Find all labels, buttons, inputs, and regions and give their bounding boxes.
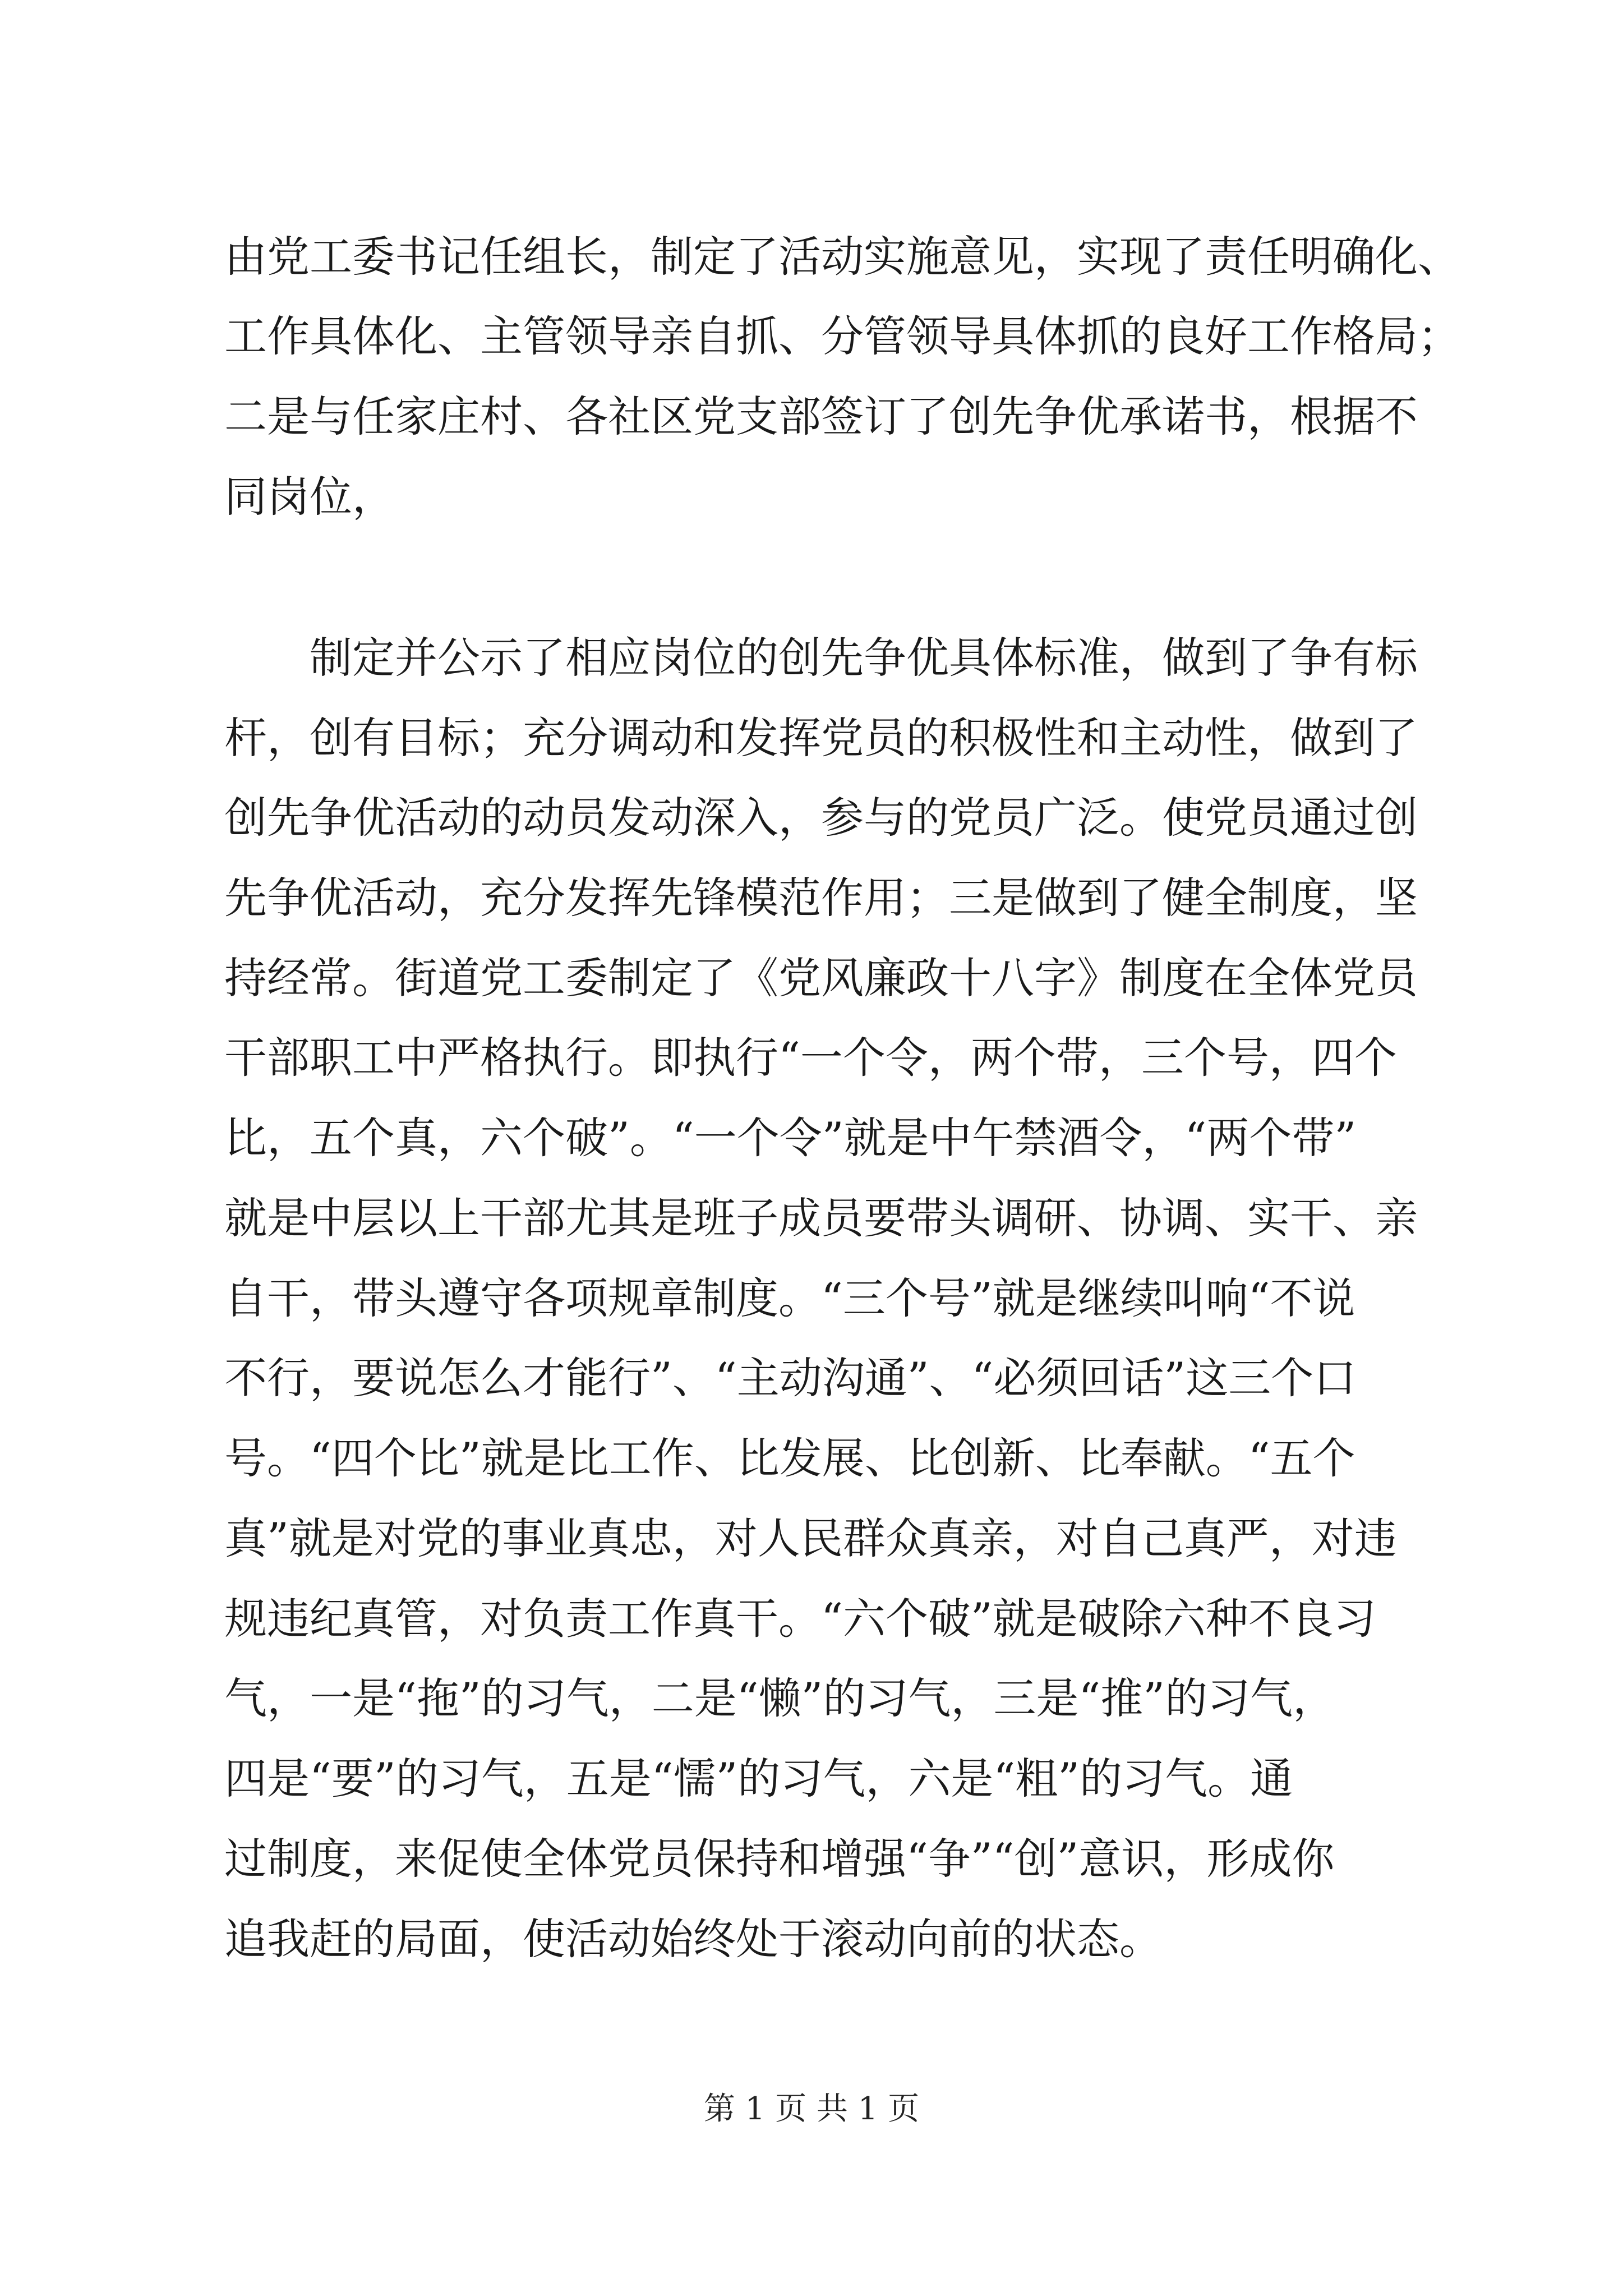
- text-line: 同岗位，: [224, 472, 395, 522]
- page-number-footer: 第 1 页 共 1 页: [703, 2091, 920, 2127]
- text-line: 工作具体化、主管领导亲自抓、分管领导具体抓的良好工作格局；: [224, 311, 1460, 361]
- text-line: 自干，带头遵守各项规章制度。“三个号”就是继续叫响“不说: [224, 1273, 1355, 1323]
- text-line: 干部职工中严格执行。即执行“一个令，两个带，三个号，四个: [224, 1033, 1397, 1083]
- text-line: 真”就是对党的事业真忠，对人民群众真亲，对自己真严，对违: [224, 1513, 1397, 1563]
- text-line: 追我赶的局面，使活动始终处于滚动向前的状态。: [224, 1914, 1162, 1964]
- text-line: 就是中层以上干部尤其是班子成员要带头调研、协调、实干、亲: [224, 1193, 1418, 1243]
- text-line: 气，一是“拖”的习气，二是“懒”的习气，三是“推”的习气，: [224, 1673, 1336, 1723]
- text-line: 先争优活动，充分发挥先锋模范作用；三是做到了健全制度，坚: [224, 873, 1418, 923]
- text-line: 不行，要说怎么才能行”、“主动沟通”、“必须回话”这三个口: [224, 1353, 1357, 1403]
- text-line: 号。“四个比”就是比工作、比发展、比创新、比奉献。“五个: [224, 1433, 1355, 1483]
- paragraph-first-line: 制定并公示了相应岗位的创先争优具体标准，做到了争有标: [310, 633, 1418, 683]
- text-line: 四是“要”的习气，五是“懦”的习气，六是“粗”的习气。通: [224, 1754, 1293, 1803]
- text-line: 过制度，来促使全体党员保持和增强“争”“创”意识，形成你: [224, 1834, 1335, 1884]
- text-line: 持经常。街道党工委制定了《党风廉政十八字》制度在全体党员: [224, 953, 1418, 1003]
- text-line: 规违纪真管，对负责工作真干。“六个破”就是破除六种不良习: [224, 1594, 1376, 1644]
- text-line: 创先争优活动的动员发动深入，参与的党员广泛。使党员通过创: [224, 793, 1418, 843]
- text-line: 二是与任家庄村、各社区党支部签订了创先争优承诺书，根据不: [224, 392, 1418, 441]
- text-line: 杆，创有目标；充分调动和发挥党员的积极性和主动性，做到了: [224, 713, 1418, 763]
- text-line: 由党工委书记任组长，制定了活动实施意见，实现了责任明确化、: [224, 232, 1460, 282]
- text-line: 比，五个真，六个破”。“一个令”就是中午禁酒令，“两个带”: [224, 1113, 1357, 1163]
